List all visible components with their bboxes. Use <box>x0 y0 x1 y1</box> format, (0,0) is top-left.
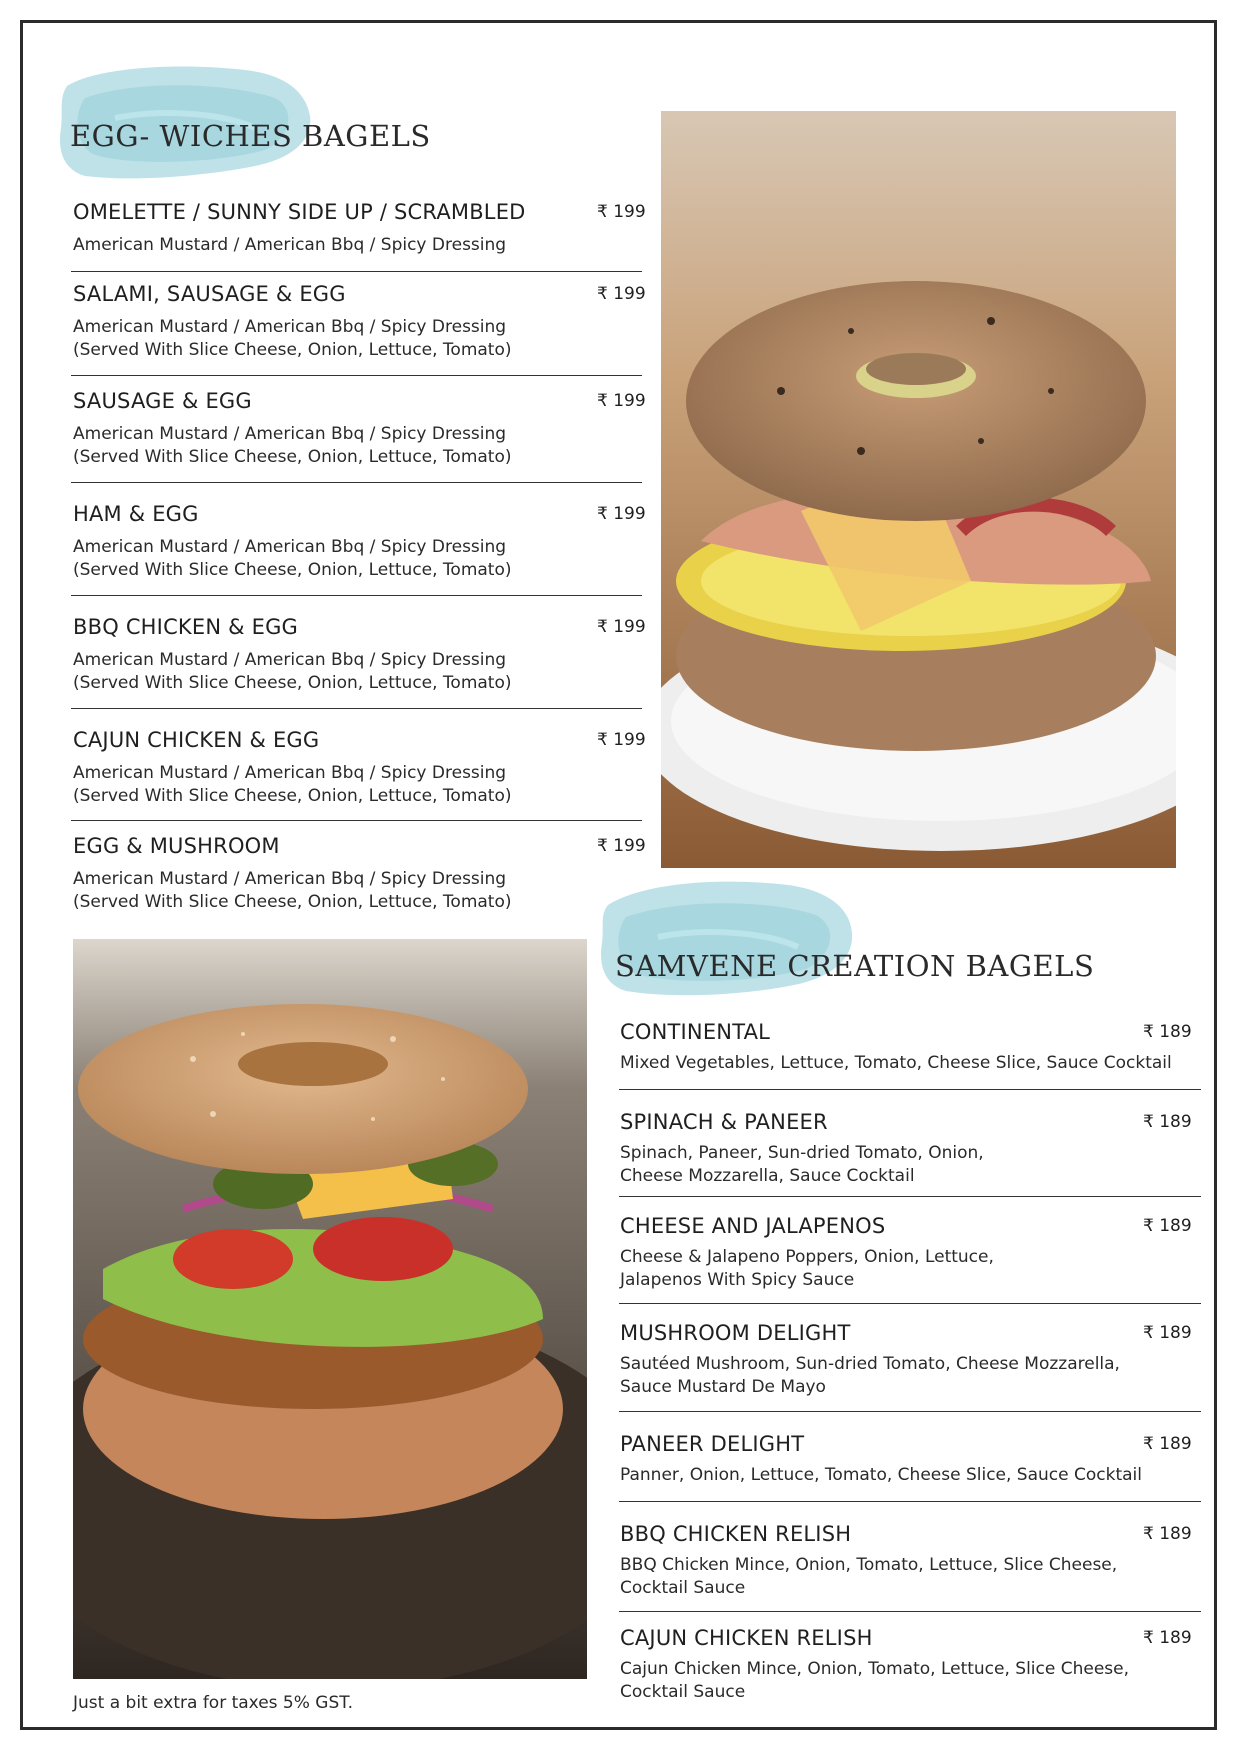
menu-item-price: ₹ 199 <box>597 504 646 524</box>
menu-item-description: (Served With Slice Cheese, Onion, Lettuce, Tomato) <box>73 340 512 360</box>
menu-item-name: PANEER DELIGHT <box>620 1432 805 1456</box>
menu-item-description: Spinach, Paneer, Sun-dried Tomato, Onion, <box>620 1143 984 1163</box>
menu-item-name: SPINACH & PANEER <box>620 1110 828 1134</box>
tax-footnote: Just a bit extra for taxes 5% GST. <box>73 1693 354 1713</box>
menu-item-description: American Mustard / American Bbq / Spicy Dressing <box>73 424 507 444</box>
menu-item-description: Sautéed Mushroom, Sun-dried Tomato, Cheese Mozzarella, <box>620 1354 1120 1374</box>
menu-item-name: CAJUN CHICKEN & EGG <box>73 728 320 752</box>
menu-item-name: MUSHROOM DELIGHT <box>620 1321 851 1345</box>
menu-item-description: (Served With Slice Cheese, Onion, Lettuce, Tomato) <box>73 673 512 693</box>
menu-item <box>73 282 646 360</box>
menu-item-price: ₹ 189 <box>1143 1216 1192 1236</box>
menu-item <box>73 389 646 467</box>
menu-divider <box>71 482 642 483</box>
menu-divider <box>619 1411 1201 1412</box>
menu-item-name: CONTINENTAL <box>620 1020 771 1044</box>
menu-item-price: ₹ 199 <box>597 836 646 856</box>
menu-item-name: CAJUN CHICKEN RELISH <box>620 1626 873 1650</box>
menu-divider <box>619 1501 1201 1502</box>
menu-item-name: SAUSAGE & EGG <box>73 389 252 413</box>
menu-item-description: (Served With Slice Cheese, Onion, Lettuce, Tomato) <box>73 560 512 580</box>
menu-item-description: American Mustard / American Bbq / Spicy Dressing <box>73 869 507 889</box>
menu-item-description: Mixed Vegetables, Lettuce, Tomato, Cheese Slice, Sauce Cocktail <box>620 1053 1172 1073</box>
menu-item-description: (Served With Slice Cheese, Onion, Lettuce, Tomato) <box>73 892 512 912</box>
menu-item <box>620 1214 1192 1290</box>
menu-item-name: HAM & EGG <box>73 502 199 526</box>
menu-divider <box>619 1196 1201 1197</box>
title-watercolor-splash-2 <box>598 875 858 1005</box>
menu-divider <box>71 708 642 709</box>
menu-item-description: (Served With Slice Cheese, Onion, Lettuce, Tomato) <box>73 447 512 467</box>
menu-item <box>620 1110 1192 1186</box>
menu-item <box>620 1522 1192 1598</box>
menu-item-price: ₹ 189 <box>1143 1112 1192 1132</box>
menu-divider <box>71 375 642 376</box>
menu-item-description: Jalapenos With Spicy Sauce <box>620 1270 855 1290</box>
menu-item-description: Cocktail Sauce <box>620 1578 746 1598</box>
menu-item-name: OMELETTE / SUNNY SIDE UP / SCRAMBLED <box>73 200 526 224</box>
menu-item-description: American Mustard / American Bbq / Spicy Dressing <box>73 650 507 670</box>
menu-item <box>620 1020 1190 1080</box>
menu-item-description: Cheese & Jalapeno Poppers, Onion, Lettuce, <box>620 1247 994 1267</box>
section-title-samvene-creation: SAMVENE CREATION BAGELS <box>615 949 1095 983</box>
menu-item-price: ₹ 199 <box>597 391 646 411</box>
menu-item <box>73 502 646 580</box>
menu-item-price: ₹ 199 <box>597 202 646 222</box>
menu-item-price: ₹ 189 <box>1143 1323 1192 1343</box>
menu-item-description: (Served With Slice Cheese, Onion, Lettuce, Tomato) <box>73 786 512 806</box>
menu-item-name: EGG & MUSHROOM <box>73 834 280 858</box>
menu-item <box>73 728 646 806</box>
menu-item-price: ₹ 199 <box>597 284 646 304</box>
menu-divider <box>71 595 642 596</box>
section-title-egg-wiches: EGG- WICHES BAGELS <box>70 119 431 153</box>
menu-item <box>73 200 646 260</box>
menu-item-description: American Mustard / American Bbq / Spicy Dressing <box>73 537 507 557</box>
menu-item-price: ₹ 189 <box>1143 1434 1192 1454</box>
bagel-photo-egg <box>661 111 1176 868</box>
menu-item-name: BBQ CHICKEN RELISH <box>620 1522 852 1546</box>
menu-item-price: ₹ 199 <box>597 617 646 637</box>
menu-divider <box>619 1303 1201 1304</box>
menu-item-price: ₹ 189 <box>1143 1524 1192 1544</box>
menu-item-description: Cocktail Sauce <box>620 1682 746 1702</box>
menu-divider <box>71 820 642 821</box>
menu-item-description: American Mustard / American Bbq / Spicy Dressing <box>73 763 507 783</box>
bagel-photo-jalapeno <box>73 939 587 1679</box>
menu-divider <box>619 1611 1201 1612</box>
menu-item-description: American Mustard / American Bbq / Spicy Dressing <box>73 235 507 255</box>
menu-divider <box>71 271 642 272</box>
menu-item-name: BBQ CHICKEN & EGG <box>73 615 299 639</box>
menu-item-price: ₹ 189 <box>1143 1628 1192 1648</box>
menu-item-name: CHEESE AND JALAPENOS <box>620 1214 886 1238</box>
menu-item-description: Cheese Mozzarella, Sauce Cocktail <box>620 1166 915 1186</box>
menu-item <box>73 834 646 912</box>
menu-item <box>620 1626 1192 1702</box>
menu-item-description: Sauce Mustard De Mayo <box>620 1377 826 1397</box>
menu-item <box>73 615 646 693</box>
menu-item-description: American Mustard / American Bbq / Spicy Dressing <box>73 317 507 337</box>
menu-item <box>620 1321 1192 1397</box>
menu-item-price: ₹ 199 <box>597 730 646 750</box>
menu-item-description: BBQ Chicken Mince, Onion, Tomato, Lettuce, Slice Cheese, <box>620 1555 1118 1575</box>
menu-divider <box>619 1089 1201 1090</box>
menu-item <box>620 1432 1190 1492</box>
menu-item-price: ₹ 189 <box>1143 1022 1192 1042</box>
menu-item-description: Cajun Chicken Mince, Onion, Tomato, Lettuce, Slice Cheese, <box>620 1659 1130 1679</box>
menu-item-name: SALAMI, SAUSAGE & EGG <box>73 282 346 306</box>
menu-item-description: Panner, Onion, Lettuce, Tomato, Cheese Slice, Sauce Cocktail <box>620 1465 1142 1485</box>
